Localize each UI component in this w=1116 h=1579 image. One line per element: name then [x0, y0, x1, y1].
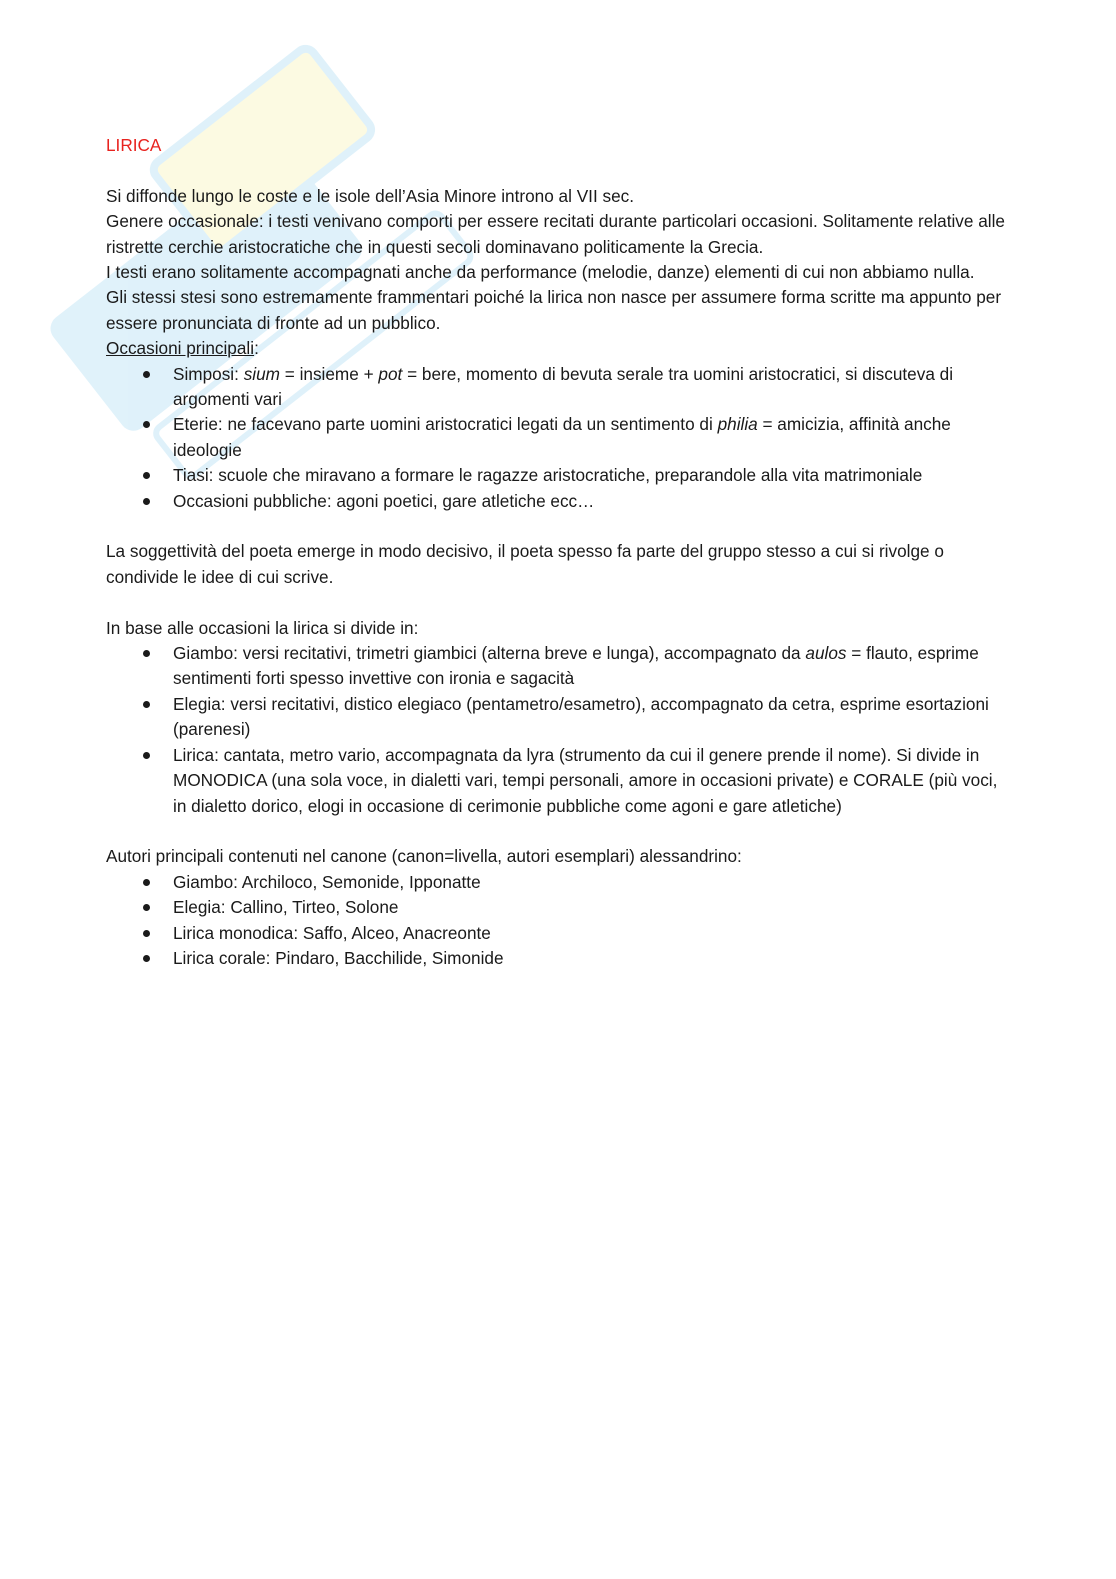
- occasions-list: [106, 362, 1006, 514]
- list-item: Giambo: Archiloco, Semonide, Ipponatte: [106, 870, 1006, 895]
- intro-line: Gli stessi stesi sono estremamente frammentari poiché la lirica non nasce per assumere forma scritte ma appunto per essere pronunciata di fronte ad un pubblico.: [106, 287, 1002, 333]
- list-item: Simposi: sium = insieme + pot = bere, momento di bevuta serale tra uomini aristocratici, si discuteva di argomenti vari: [106, 362, 1006, 413]
- division-list: [106, 641, 1006, 819]
- list-item: Giambo: versi recitativi, trimetri giambici (alterna breve e lunga), accompagnato da aulos = flauto, esprime sentimenti forti spesso invettive con ironia e sagacità: [106, 641, 1006, 692]
- list-item: Lirica monodica: Saffo, Alceo, Anacreonte: [106, 921, 1006, 946]
- list-item: Lirica corale: Pindaro, Bacchilide, Simonide: [106, 946, 1006, 971]
- occasions-heading: Occasioni principali:: [106, 338, 259, 359]
- list-item: Eterie: ne facevano parte uomini aristocratici legati da un sentimento di philia = amicizia, affinità anche ideologie: [106, 412, 1006, 463]
- list-item: Elegia: versi recitativi, distico elegiaco (pentametro/esametro), accompagnato da cetra, esprime esortazioni (parenesi): [106, 692, 1006, 743]
- document-body: [106, 133, 1006, 971]
- intro-line: Genere occasionale: i testi venivano comporti per essere recitati durante particolari occasioni. Solitamente relative alle ristrette cerchie aristocratiche che in questi secoli dominavano politicamente la Grecia.: [106, 211, 1005, 257]
- list-item: Lirica: cantata, metro vario, accompagnata da lyra (strumento da cui il genere prende il nome). Si divide in MONODICA (una sola voce, in dialetti vari, tempi personali, amore in occasioni private) e CORALE (più voci, in dialetto dorico, elogi in occasione di cerimonie pubbliche come agoni e gare atletiche): [106, 743, 1006, 819]
- list-item: Elegia: Callino, Tirteo, Solone: [106, 895, 1006, 920]
- list-item: Occasioni pubbliche: agoni poetici, gare atletiche ecc…: [106, 489, 1006, 514]
- document-title: LIRICA: [106, 135, 162, 155]
- division-intro: In base alle occasioni la lirica si divide in:: [106, 617, 419, 638]
- intro-line: Si diffonde lungo le coste e le isole dell’Asia Minore introno al VII sec.: [106, 185, 635, 206]
- subjectivity-paragraph: La soggettività del poeta emerge in modo decisivo, il poeta spesso fa parte del gruppo stesso a cui si rivolge o condivide le idee di cui scrive.: [106, 541, 944, 587]
- authors-list: [106, 870, 1006, 972]
- list-item: Tiasi: scuole che miravano a formare le ragazze aristocratiche, preparandole alla vita matrimoniale: [106, 463, 1006, 488]
- intro-line: I testi erano solitamente accompagnati anche da performance (melodie, danze) elementi di cui non abbiamo nulla.: [106, 262, 975, 283]
- authors-intro: Autori principali contenuti nel canone (canon=livella, autori esemplari) alessandrino:: [106, 846, 742, 867]
